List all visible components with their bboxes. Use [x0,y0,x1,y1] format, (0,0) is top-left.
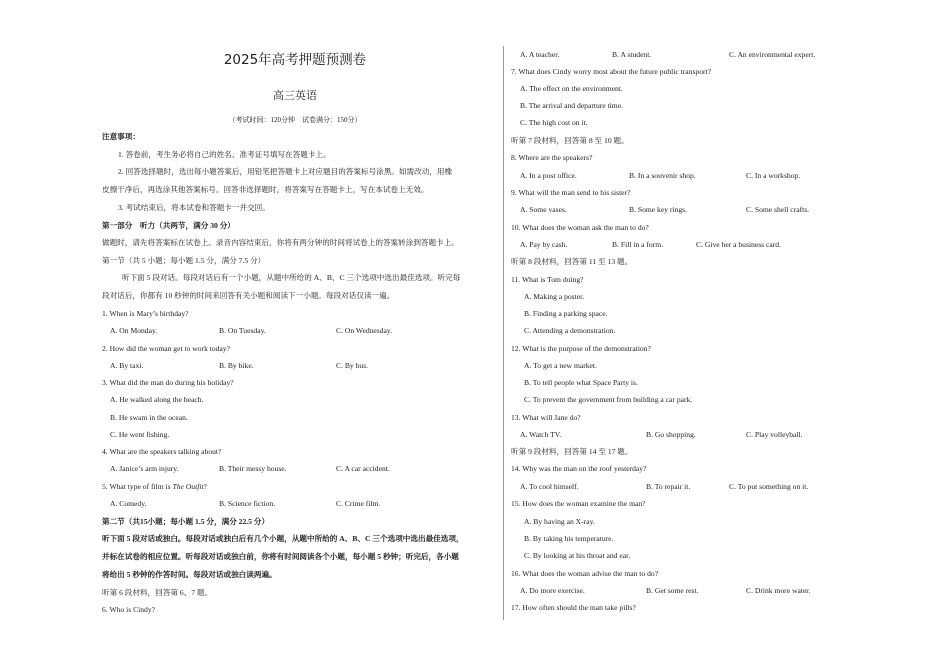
question-8: 8. Where are the speakers? [511,153,593,162]
question-5-prefix: 5. What type of film is [102,482,173,491]
q3-option-a: A. He walked along the beach. [110,395,204,404]
q16-option-b: B. Get some rest. [646,586,699,595]
q10-option-b: B. Fill in a form. [612,240,664,249]
q10-option-a: A. Pay by cash. [520,240,568,249]
q16-option-c: C. Drink more water. [746,586,811,595]
notice-item-2-line-2: 皮擦干净后，再选涂其他答案标号。回答非选择题时，将答案写在答题卡上，写在本试卷上无效。 [102,185,429,194]
q2-option-c: C. By bus. [336,361,369,370]
question-4: 4. What are the speakers talking about? [102,447,222,456]
q6-option-a: A. A teacher. [520,50,560,59]
q5-option-c: C. Crime film. [336,499,381,508]
section2-instructions-line-1: 听下面 5 段对话或独白。每段对话或独白后有几个小题，从题中所给的 A、B、C 三个选项中选出最佳选项， [102,534,464,543]
exam-subtitle: 高三英语 [273,89,317,102]
question-5 [102,482,207,492]
q13-option-b: B. Go shopping. [646,430,696,439]
q4-option-b: B. Their messy house. [219,464,287,473]
q2-option-a: A. By taxi. [110,361,144,370]
question-16: 16. What does the woman advise the man to do? [511,569,659,578]
material-8-heading: 听第 8 段材料，回答第 11 至 13 题。 [511,257,633,266]
q8-option-b: B. In a souvenir shop. [629,171,696,180]
exam-info: （考试时间：120分钟 试卷满分：150分） [228,116,362,124]
notice-item-1: 1. 答卷前，考生务必将自己的姓名、准考证号填写在答题卡上。 [118,150,331,159]
q3-option-c: C. He went fishing. [110,430,170,439]
question-17: 17. How often should the man take pills? [511,603,636,612]
part1-heading: 第一部分 听力（共两节，满分 30 分） [102,221,235,230]
q13-option-a: A. Watch TV. [520,430,562,439]
q14-option-b: B. To repair it. [646,482,691,491]
q13-option-c: C. Play volleyball. [746,430,803,439]
q3-option-b: B. He swam in the ocean. [110,413,188,422]
q9-option-a: A. Some vases. [520,205,567,214]
q7-option-c: C. The high cost on it. [520,118,588,127]
question-3: 3. What did the man do during his holiday? [102,378,234,387]
material-9-heading: 听第 9 段材料，回答第 14 至 17 题。 [511,447,633,456]
section1-instructions-line-2: 段对话后，你都有 10 秒钟的时间来回答有关小题和阅读下一小题。每段对话仅读一遍。 [102,291,395,300]
q4-option-c: C. A car accident. [336,464,390,473]
q16-option-a: A. Do more exercise. [520,586,585,595]
material-6-heading: 听第 6 段材料，回答第 6、7 题。 [102,588,213,597]
q4-option-a: A. Janice’s arm injury. [110,464,179,473]
question-5-suffix: ? [203,482,207,491]
q8-option-c: C. In a workshop. [746,171,801,180]
question-1: 1. When is Mary’s birthday? [102,309,189,318]
q15-option-a: A. By having an X-ray. [524,517,595,526]
q15-option-c: C. By looking at his throat and ear. [524,551,631,560]
question-14: 14. Why was the man on the roof yesterday? [511,464,647,473]
section2-instructions-line-2: 并标在试卷的相应位置。听每段对话或独白前，你将有时间阅读各个小题，每小题 5 秒钟；听完后，各小题 [102,552,459,561]
column-divider [503,46,504,620]
q12-option-c: C. To prevent the government from building a car park. [524,395,693,404]
section2-heading: 第二节（共15小题；每小题 1.5 分，满分 22.5 分） [102,517,270,526]
q14-option-c: C. To put something on it. [729,482,809,491]
q5-option-a: A. Comedy. [110,499,147,508]
question-11: 11. What is Tom doing? [511,275,584,284]
q11-option-a: A. Making a poster. [524,292,585,301]
section2-instructions-line-3: 将给出 5 秒钟的作答时间。每段对话或独白读两遍。 [102,570,277,579]
notice-heading: 注意事项： [102,132,140,141]
q7-option-a: A. The effect on the environment. [520,84,623,93]
question-15: 15. How does the woman examine the man? [511,499,646,508]
q14-option-a: A. To cool himself. [520,482,579,491]
q10-option-c: C. Give her a business card. [696,240,781,249]
q1-option-b: B. On Tuesday. [219,326,266,335]
q12-option-b: B. To tell people what Space Party is. [524,378,638,387]
section1-instructions-line-1: 听下面 5 段对话。每段对话后有一个小题，从题中所给的 A、B、C 三个选项中选出最佳选项。听完每 [122,273,461,282]
notice-item-3: 3. 考试结束后，将本试卷和答题卡一并交回。 [118,203,270,212]
notice-item-2-line-1: 2. 回答选择题时，选出每小题答案后，用铅笔把答题卡上对应题目的答案标号涂黑。如需改动，用橡 [118,167,453,176]
question-6: 6. Who is Cindy? [102,605,156,614]
question-2: 2. How did the woman get to work today? [102,344,231,353]
q2-option-b: B. By bike. [219,361,254,370]
exam-title: 2025年高考押题预测卷 [223,52,367,68]
question-10: 10. What does the woman ask the man to do? [511,223,649,232]
q15-option-b: B. By taking his temperature. [524,534,614,543]
q6-option-b: B. A student. [612,50,652,59]
q11-option-b: B. Finding a parking space. [524,309,608,318]
question-5-film-title: The Outfit [172,482,204,491]
q7-option-b: B. The arrival and departure time. [520,101,623,110]
q1-option-a: A. On Monday. [110,326,158,335]
part1-intro: 做题时，请先将答案标在试卷上。录音内容结束后，你将有两分钟的时间将试卷上的答案转涂到答题卡上。 [102,238,459,247]
question-12: 12. What is the purpose of the demonstration? [511,344,651,353]
q6-option-c: C. An environmental expert. [729,50,816,59]
question-13: 13. What will Jane do? [511,413,581,422]
section1-heading: 第一节（共 5 小题；每小题 1.5 分，满分 7.5 分） [102,256,266,265]
q5-option-b: B. Science fiction. [219,499,276,508]
q12-option-a: A. To get a new market. [524,361,597,370]
question-9: 9. What will the man send to his sister? [511,188,631,197]
q8-option-a: A. In a post office. [520,171,577,180]
question-7: 7. What does Cindy worry most about the future public transport? [511,67,711,76]
q1-option-c: C. On Wednesday. [336,326,393,335]
q11-option-c: C. Attending a demonstration. [524,326,616,335]
q9-option-b: B. Some key rings. [629,205,688,214]
q9-option-c: C. Some shell crafts. [746,205,810,214]
material-7-heading: 听第 7 段材料，回答第 8 至 10 题。 [511,136,629,145]
